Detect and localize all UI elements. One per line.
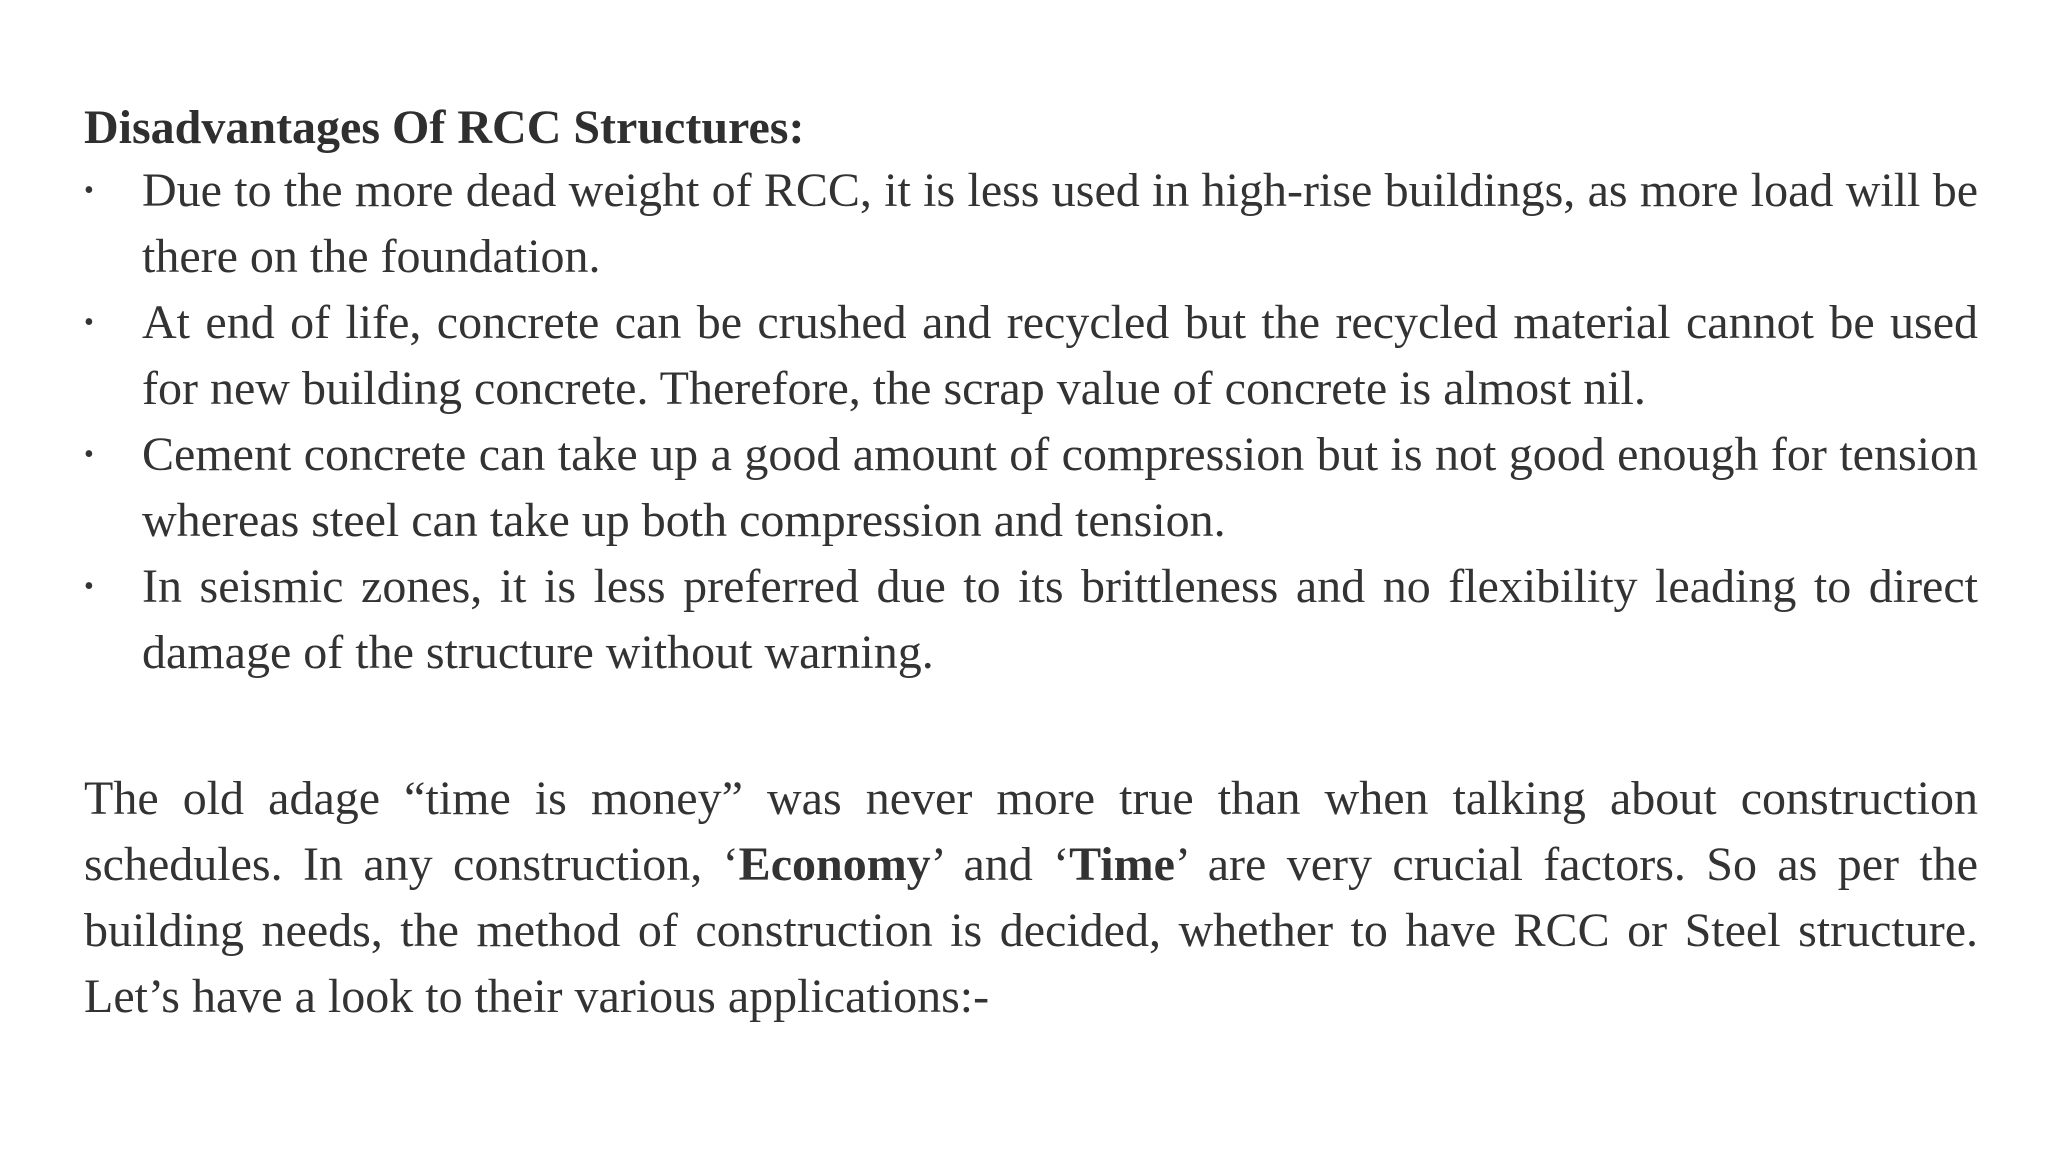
paragraph-text: ’ and ‘ (930, 838, 1070, 891)
list-item-text: Cement concrete can take up a good amount of compression but is not good enough for tension whereas steel can take up both compression and tension. (142, 428, 1978, 547)
paragraph-bold-time: Time (1069, 838, 1175, 891)
list-item (84, 422, 1978, 554)
list-item-text: At end of life, concrete can be crushed and recycled but the recycled material cannot be used for new building concrete. Therefore, the scrap value of concrete is almost nil. (142, 296, 1978, 415)
bullet-icon: • (84, 307, 94, 338)
bullet-icon: • (84, 175, 94, 206)
paragraph-bold-economy: Economy (738, 838, 931, 891)
list-item-text: In seismic zones, it is less preferred due to its brittleness and no flexibility leading to direct damage of the structure without warning. (142, 560, 1978, 679)
bullet-icon: • (84, 571, 94, 602)
document-body (84, 98, 1978, 1030)
list-item (84, 554, 1978, 686)
body-paragraph (84, 766, 1978, 1030)
list-item-text: Due to the more dead weight of RCC, it is less used in high-rise buildings, as more load will be there on the foundation. (142, 164, 1978, 283)
list-item (84, 158, 1978, 290)
paragraph-text: The old adage “time is money” was never more true than when talking about construction schedules. In any construction, ‘ (84, 772, 1978, 891)
bullet-icon: • (84, 439, 94, 470)
section-heading: Disadvantages Of RCC Structures: (84, 101, 805, 154)
paragraph-text: ’ are very crucial factors. So as per the building needs, the method of construction is decided, whether to have RCC or Steel structure. Let’s have a look to their various applications:- (84, 838, 1978, 1023)
disadvantages-list (84, 158, 1978, 686)
list-item (84, 290, 1978, 422)
